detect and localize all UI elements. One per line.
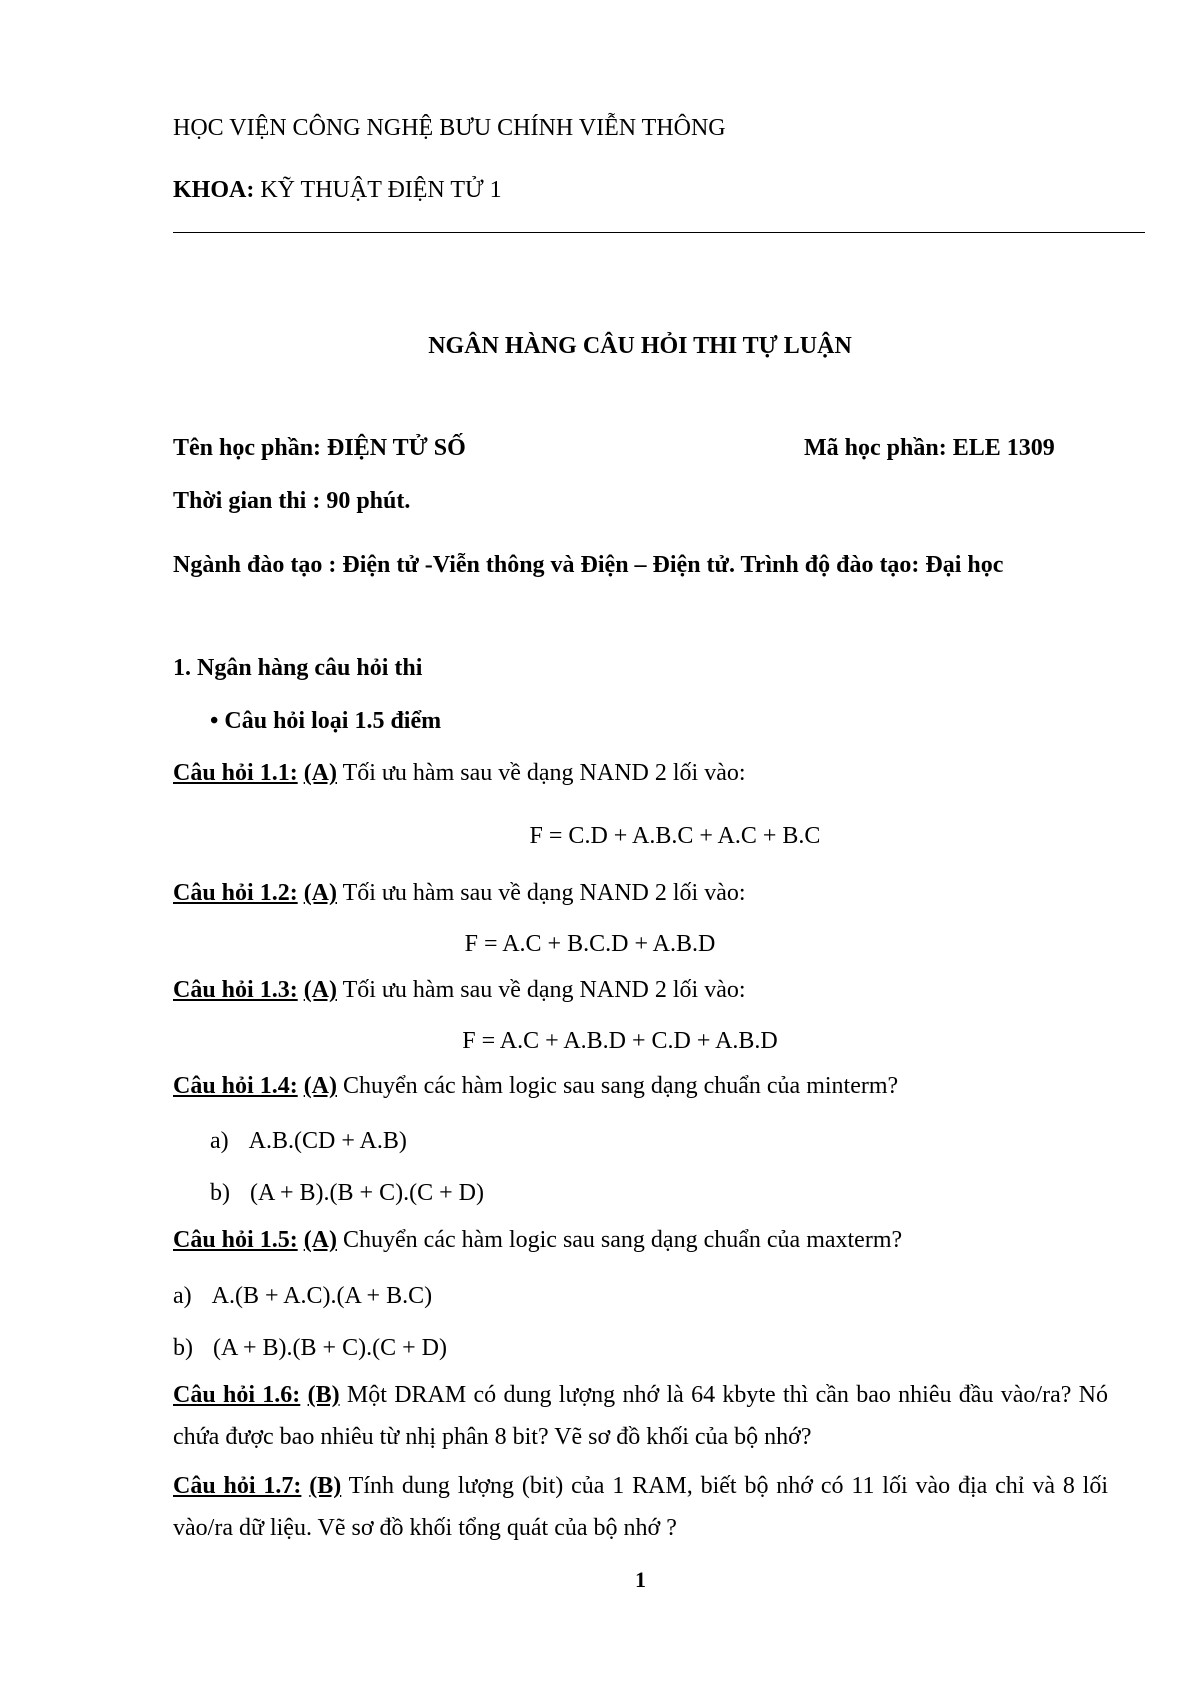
question-1-5 (173, 1227, 902, 1255)
question-id: Câu hỏi 1.2: (173, 880, 298, 906)
formula-1-5a (173, 1283, 432, 1311)
institution-name: HỌC VIỆN CÔNG NGHỆ BƯU CHÍNH VIỄN THÔNG (173, 115, 726, 141)
question-level: (A) (303, 977, 338, 1003)
header-divider (173, 232, 1145, 233)
question-level: (A) (303, 1073, 338, 1099)
formula-text: A.B.(CD + A.B) (248, 1128, 407, 1154)
faculty-label: KHOA: (173, 177, 255, 203)
question-text: Chuyển các hàm logic sau sang dạng chuẩn của maxterm? (337, 1227, 903, 1253)
formula-text: F = A.C + B.C.D + A.B.D (464, 931, 716, 957)
major-value: Điện tử -Viễn thông và Điện – Điện tử. Trình độ đào tạo: Đại học (342, 552, 1004, 578)
question-1-7 (173, 1465, 1108, 1549)
formula-text: (A + B).(B + C).(C + D) (250, 1180, 484, 1206)
item-label: b) (210, 1180, 230, 1206)
question-1-3 (173, 977, 746, 1005)
bullet-item (210, 708, 441, 736)
formula-text: F = C.D + A.B.C + A.C + B.C (529, 823, 821, 849)
formula-1-3 (0, 1028, 1200, 1056)
section-heading: 1. Ngân hàng câu hỏi thi (173, 655, 423, 681)
major-line (173, 552, 1003, 580)
faculty-value: KỸ THUẬT ĐIỆN TỬ 1 (260, 177, 502, 203)
formula-1-2 (0, 931, 1180, 959)
question-1-2 (173, 880, 746, 908)
formula-1-4b (210, 1180, 484, 1208)
question-level: (A) (303, 880, 338, 906)
question-id: Câu hỏi 1.3: (173, 977, 298, 1003)
formula-1-4a (210, 1128, 407, 1156)
formula-text: (A + B).(B + C).(C + D) (213, 1335, 447, 1361)
page-title: NGÂN HÀNG CÂU HỎI THI TỰ LUẬN (428, 333, 852, 359)
formula-text: A.(B + A.C).(A + B.C) (211, 1283, 433, 1309)
question-id: Câu hỏi 1.4: (173, 1073, 298, 1099)
question-text: Tính dung lượng (bit) của 1 RAM, biết bộ nhớ có 11 lối vào địa chỉ và 8 lối vào/ra dữ liệu. Vẽ sơ đồ khối tổng quát của bộ nhớ ? (173, 1473, 1109, 1541)
question-1-6 (173, 1374, 1108, 1458)
item-label: b) (173, 1335, 193, 1361)
item-label: a) (173, 1283, 192, 1309)
item-label: a) (210, 1128, 229, 1154)
formula-1-5b (173, 1335, 447, 1363)
faculty-line (173, 177, 502, 205)
major-label: Ngành đào tạo : (173, 552, 337, 578)
question-1-4 (173, 1073, 898, 1101)
question-text: Tối ưu hàm sau về dạng NAND 2 lối vào: (337, 760, 746, 786)
course-name: Tên học phần: ĐIỆN TỬ SỐ (173, 435, 466, 461)
question-id: Câu hỏi 1.5: (173, 1227, 298, 1253)
course-code: Mã học phần: ELE 1309 (804, 435, 1055, 461)
question-id: Câu hỏi 1.7: (173, 1473, 302, 1499)
question-text: Chuyển các hàm logic sau sang dạng chuẩn của minterm? (337, 1073, 899, 1099)
bullet-text: Câu hỏi loại 1.5 điểm (224, 708, 442, 734)
question-text: Tối ưu hàm sau về dạng NAND 2 lối vào: (337, 880, 746, 906)
question-level: (B) (307, 1382, 340, 1408)
question-1-1 (173, 760, 746, 788)
question-level: (B) (309, 1473, 342, 1499)
question-level: (A) (303, 1227, 338, 1253)
exam-time: Thời gian thi : 90 phút. (173, 488, 411, 514)
page-number: 1 (635, 1567, 646, 1592)
question-text: Một DRAM có dung lượng nhớ là 64 kbyte thì cần bao nhiêu đầu vào/ra? Nó chứa được bao nhiêu từ nhị phân 8 bit? Vẽ sơ đồ khối của bộ nhớ? (173, 1382, 1109, 1450)
question-level: (A) (303, 760, 338, 786)
question-id: Câu hỏi 1.6: (173, 1382, 301, 1408)
bullet-icon: • (210, 708, 219, 734)
question-text: Tối ưu hàm sau về dạng NAND 2 lối vào: (337, 977, 746, 1003)
formula-text: F = A.C + A.B.D + C.D + A.B.D (462, 1028, 778, 1054)
formula-1-1 (0, 823, 1200, 851)
question-id: Câu hỏi 1.1: (173, 760, 298, 786)
